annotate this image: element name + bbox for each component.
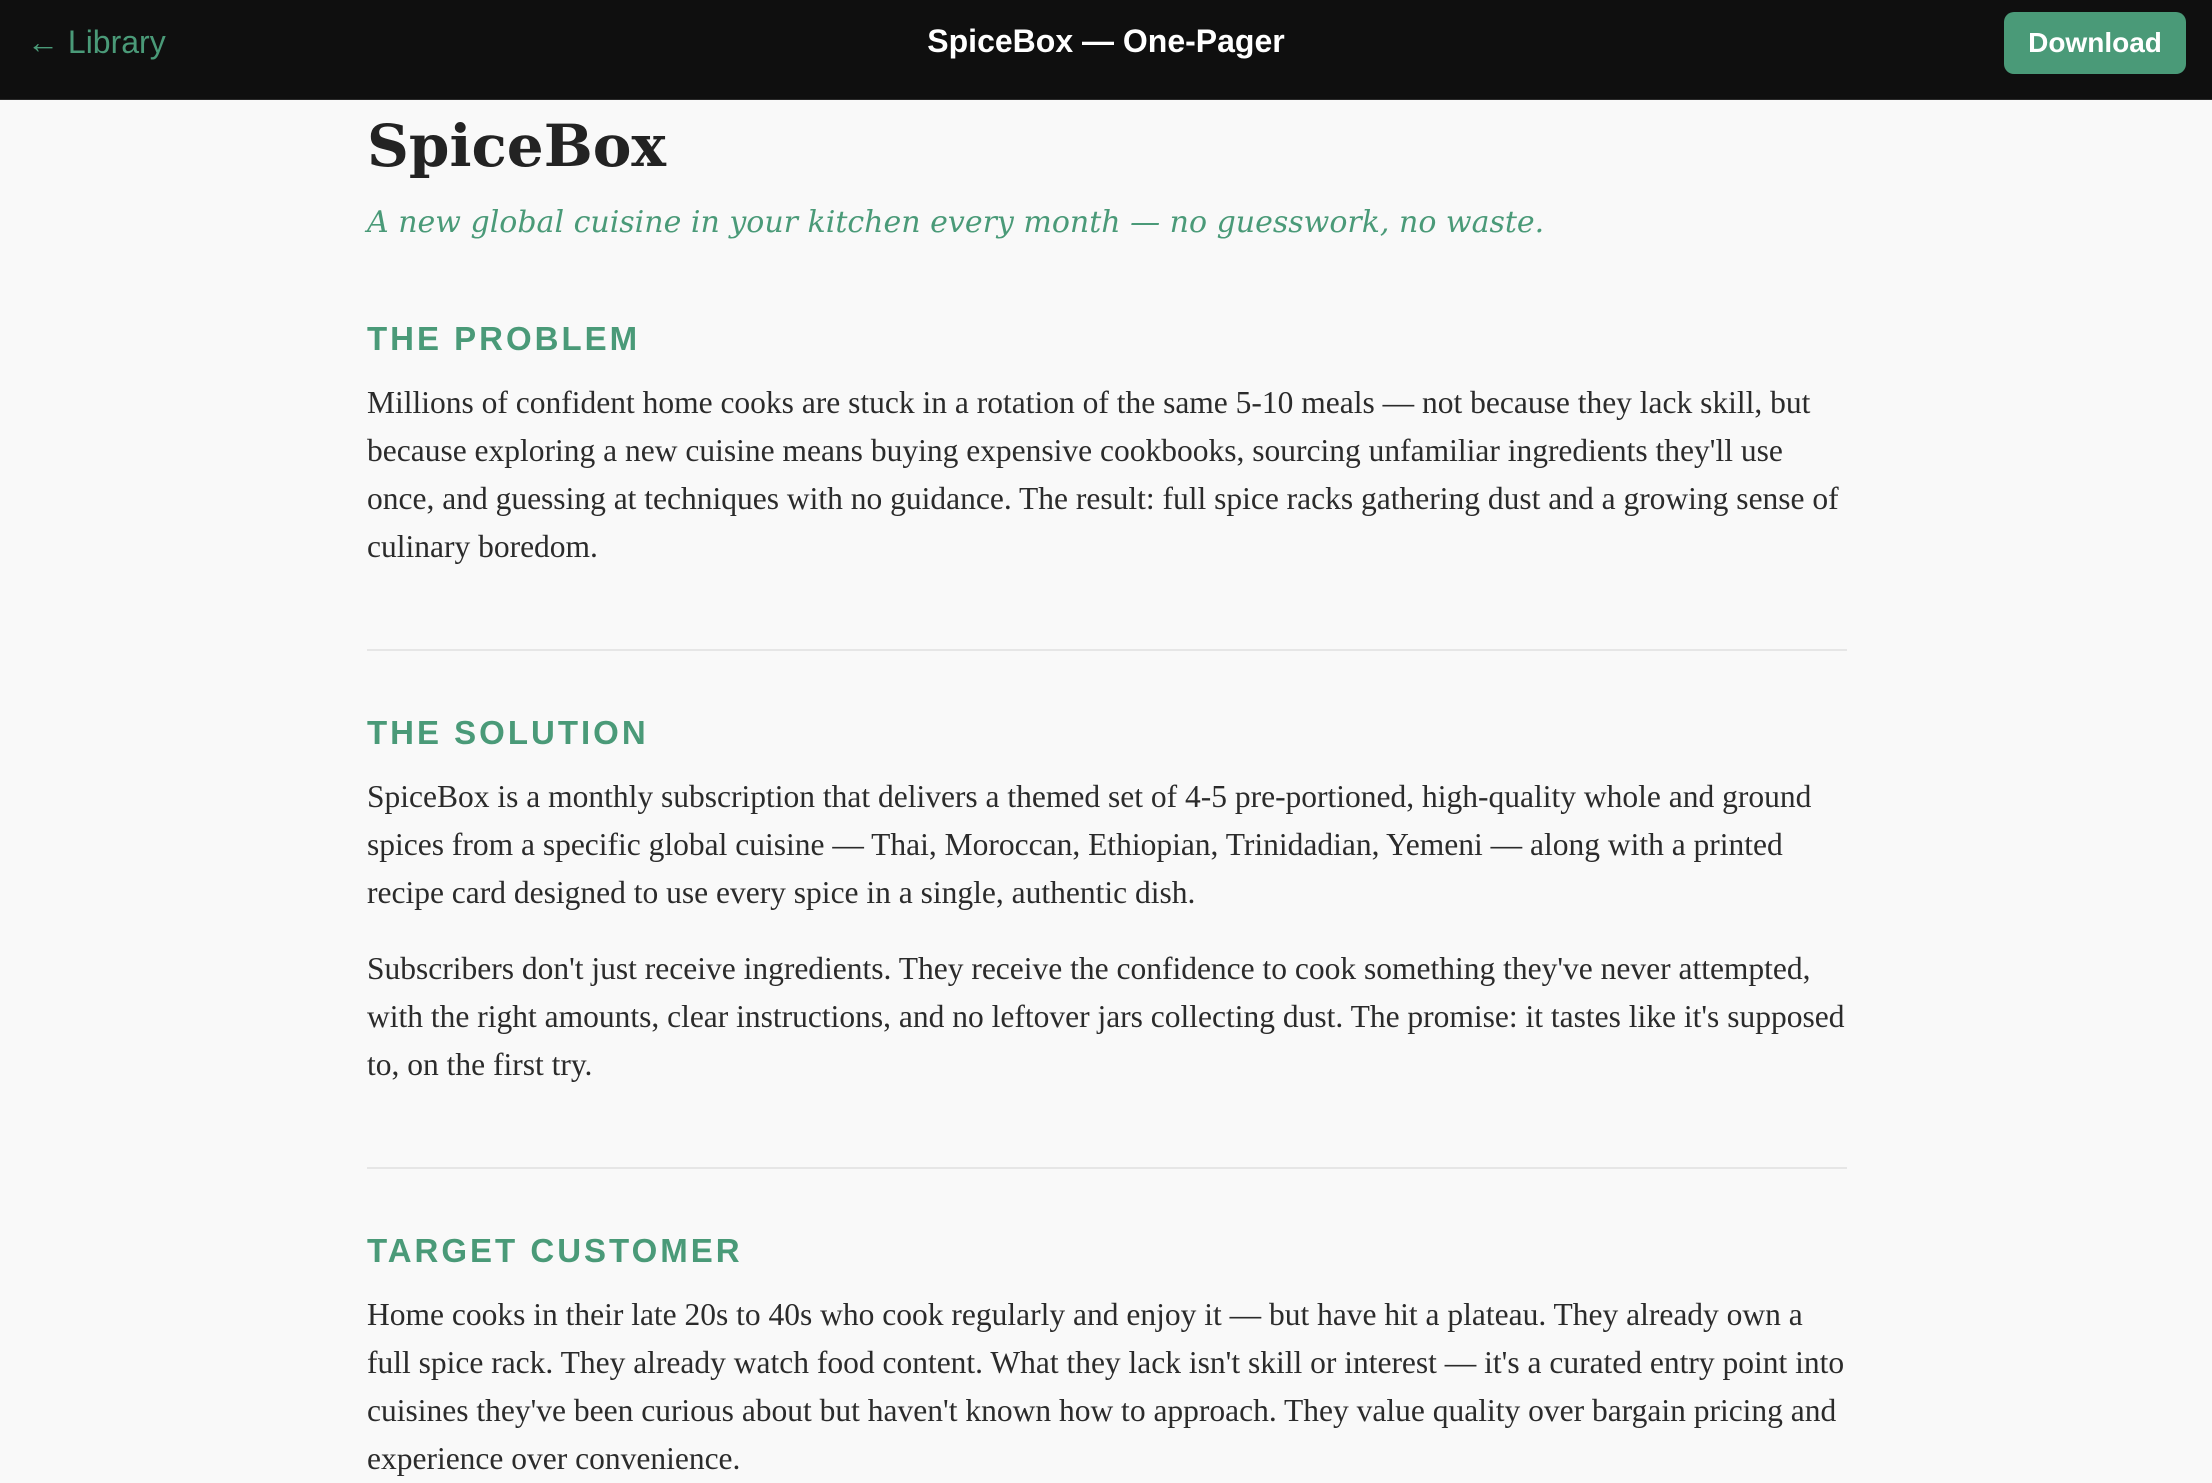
section-solution [367, 713, 1847, 1089]
section-problem [367, 319, 1847, 571]
section-divider [367, 1167, 1847, 1169]
problem-paragraph: Millions of confident home cooks are stuck in a rotation of the same 5-10 meals — not because they lack skill, but because exploring a new cuisine means buying expensive cookbooks, sourcing unfamiliar ingredients they'll use once, and guessing at techniques with no guidance. The result: full spice racks gathering dust and a growing sense of culinary boredom. [367, 385, 1839, 564]
section-heading-solution: THE SOLUTION [367, 714, 649, 751]
section-divider [367, 649, 1847, 651]
section-target-customer [367, 1231, 1847, 1483]
back-to-library-link[interactable]: ← Library [27, 24, 166, 60]
window-title: SpiceBox — One-Pager [927, 23, 1285, 59]
solution-paragraph-2: Subscribers don't just receive ingredients. They receive the confidence to cook something they've never attempted, with the right amounts, clear instructions, and no leftover jars collecting dust. The promise: it tastes like it's supposed to, on the first try. [367, 951, 1845, 1082]
section-heading-problem: THE PROBLEM [367, 320, 641, 357]
document-content [367, 99, 1847, 1483]
download-button[interactable]: Download [2004, 12, 2186, 74]
document-tagline: A new global cuisine in your kitchen every month — no guesswork, no waste. [367, 205, 1545, 240]
top-bar [0, 0, 2212, 100]
section-heading-target-customer: TARGET CUSTOMER [367, 1232, 743, 1269]
document-title: SpiceBox [367, 112, 666, 180]
target-customer-paragraph: Home cooks in their late 20s to 40s who cook regularly and enjoy it — but have hit a plateau. They already own a full spice rack. They already watch food content. What they lack isn't skill or interest — it's a curated entry point into cuisines they've been curious about but haven't known how to approach. They value quality over bargain pricing and experience over convenience. [367, 1297, 1845, 1476]
solution-paragraph-1: SpiceBox is a monthly subscription that delivers a themed set of 4-5 pre-portioned, high-quality whole and ground spices from a specific global cuisine — Thai, Moroccan, Ethiopian, Trinidadian, Yemeni — along with a printed recipe card designed to use every spice in a single, authentic dish. [367, 779, 1812, 910]
